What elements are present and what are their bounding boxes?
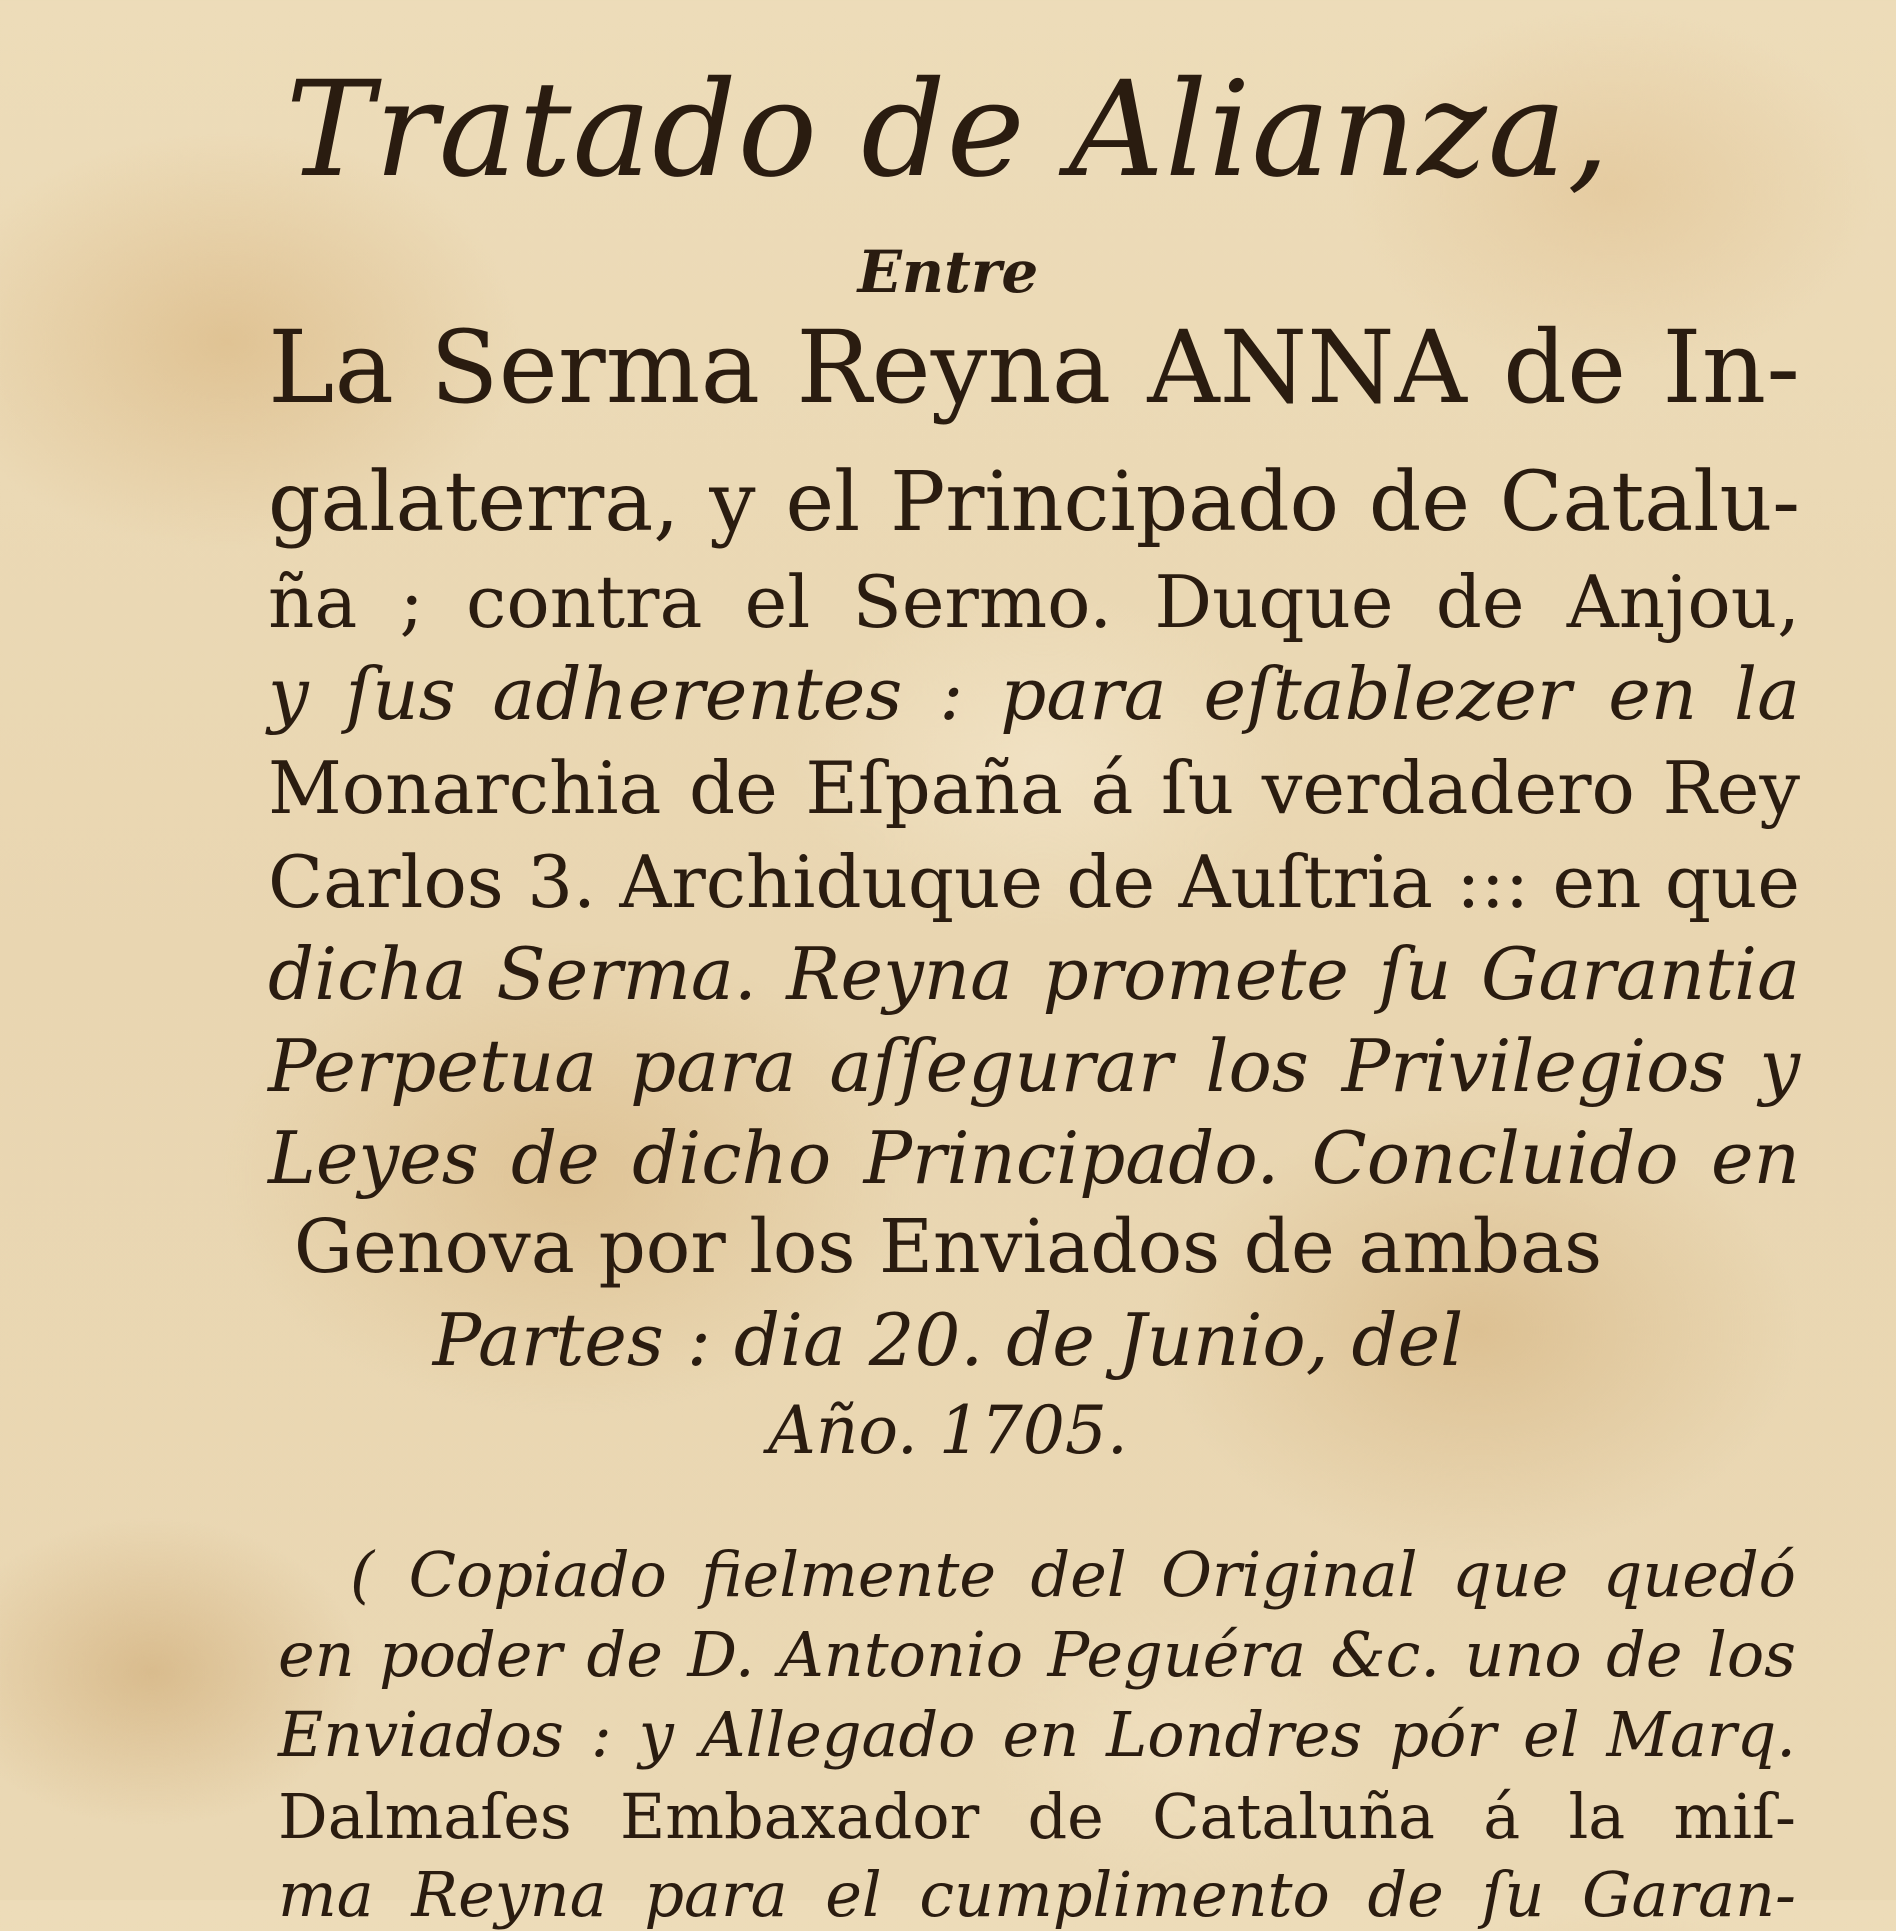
body-line-2: galaterra, y el Principado de Catalu- bbox=[268, 455, 1800, 550]
centered-line-3: Año. 1705. bbox=[768, 1392, 1128, 1469]
centered-line-2: Partes : dia 20. de Junio, del bbox=[432, 1298, 1464, 1382]
note-line-1: ( Copiado fielmente del Original que quedó bbox=[350, 1538, 1796, 1611]
document-subtitle: Entre bbox=[857, 238, 1039, 306]
note-line-4: Dalmaſes Embaxador de Cataluña á la miſ- bbox=[278, 1780, 1796, 1853]
body-line-4: y ſus adherentes : para eſtablezer en la bbox=[268, 652, 1800, 736]
body-line-1: La Serma Reyna ANNA de In- bbox=[268, 309, 1800, 426]
centered-line-1: Genova por los Enviados de ambas bbox=[293, 1204, 1603, 1290]
body-line-3: ña ; contra el Sermo. Duque de Anjou, bbox=[268, 560, 1800, 644]
note-line-5: ma Reyna para el cumplimento de ſu Garan- bbox=[278, 1858, 1796, 1931]
body-line-7: dicha Serma. Reyna promete ſu Garantia bbox=[268, 932, 1800, 1016]
body-line-6: Carlos 3. Archiduque de Auſtria ::: en que bbox=[268, 840, 1800, 924]
document-title: Tratado de Alianza, bbox=[285, 53, 1611, 207]
body-line-8: Perpetua para aſſegurar los Privilegios y bbox=[268, 1024, 1800, 1108]
note-line-3: Enviados : y Allegado en Londres pór el Marq. bbox=[278, 1698, 1796, 1771]
body-line-9: Leyes de dicho Principado. Concluido en bbox=[268, 1116, 1800, 1200]
note-line-2: en poder de D. Antonio Peguéra &c. uno de los bbox=[278, 1618, 1796, 1691]
body-line-5: Monarchia de Eſpaña á ſu verdadero Rey bbox=[268, 746, 1800, 830]
